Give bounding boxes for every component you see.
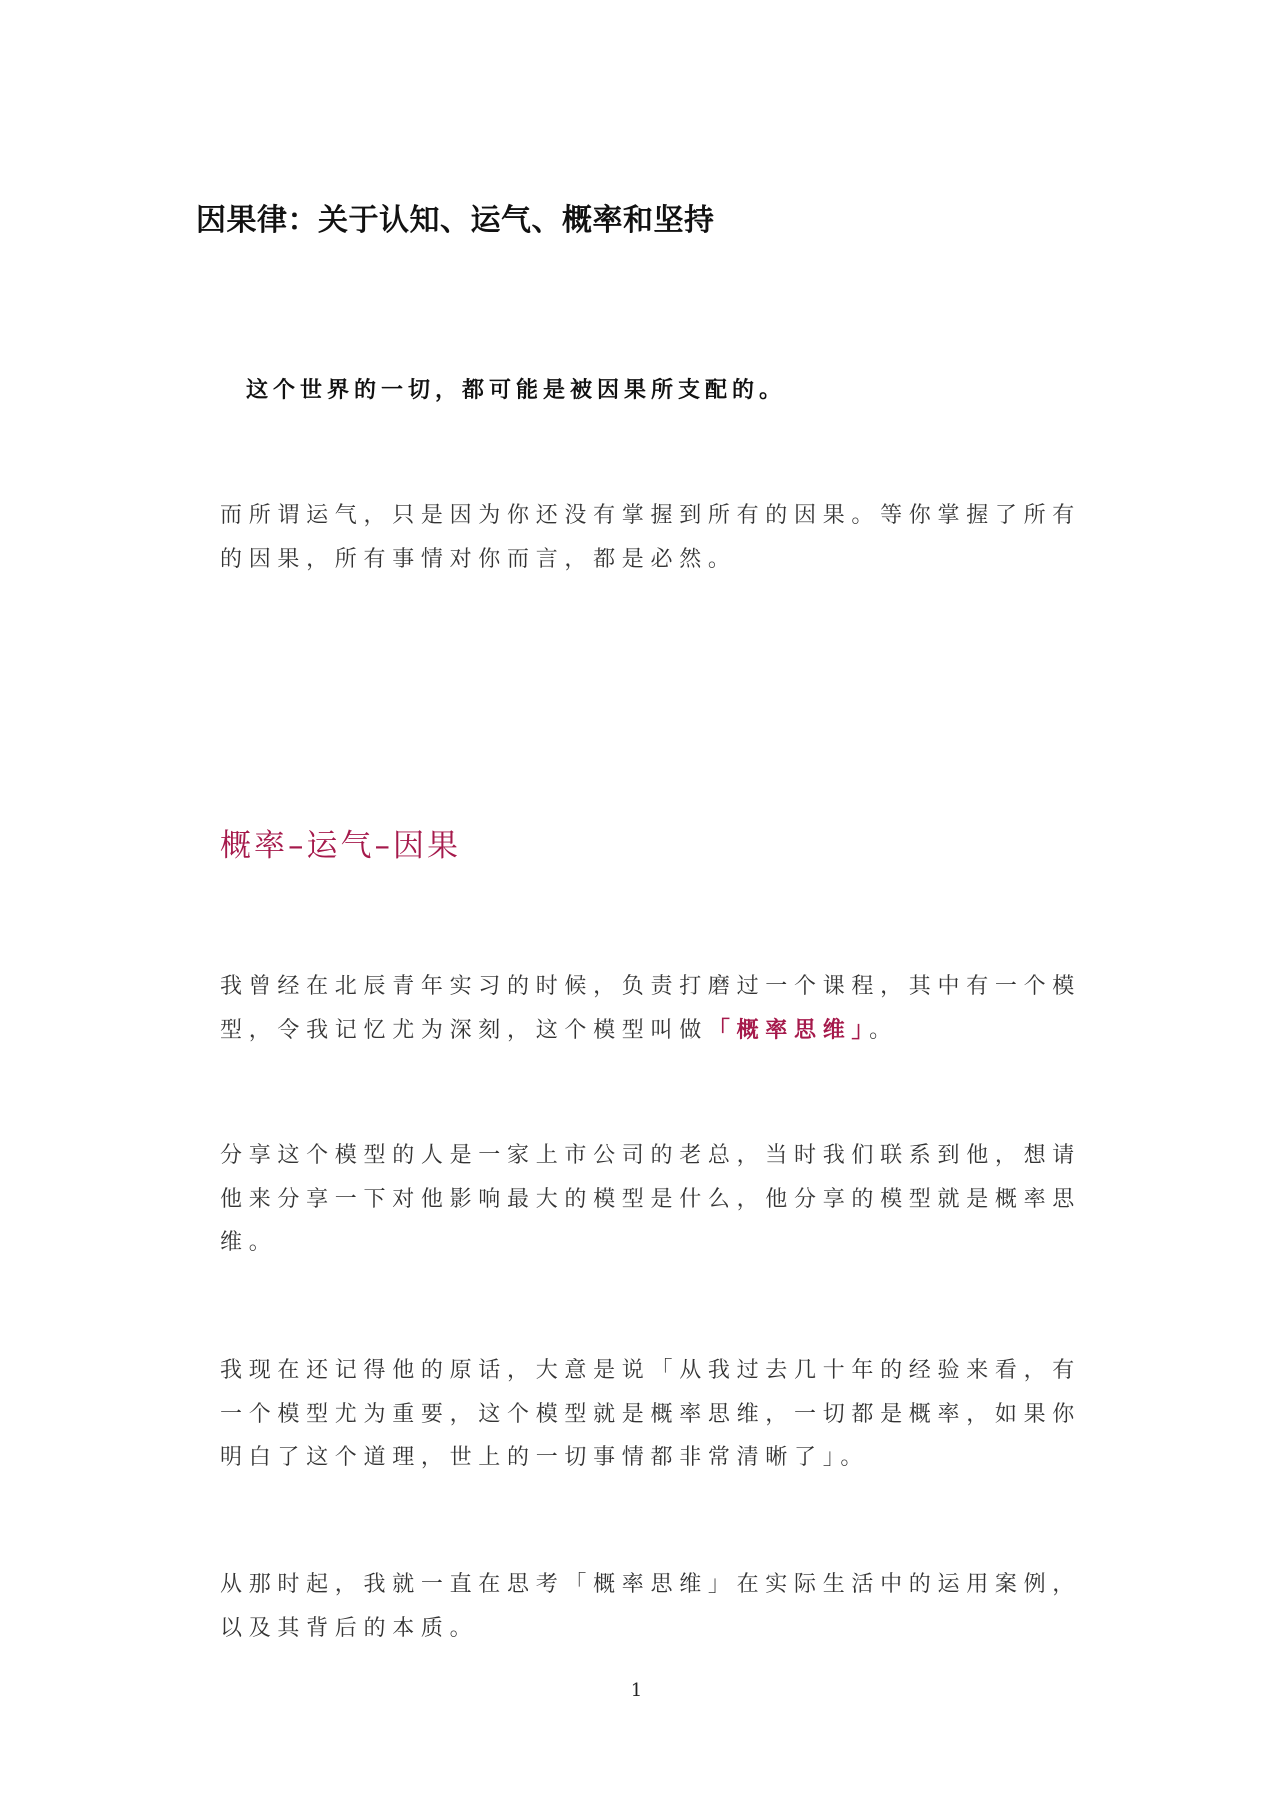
paragraph-luck	[220, 494, 1082, 581]
paragraph-line: 维。	[220, 1230, 278, 1255]
paragraph-quote	[220, 1349, 1082, 1480]
paragraph-line	[220, 1009, 1060, 1053]
lead-sentence: 这个世界的一切，都可能是被因果所支配的。	[246, 378, 787, 403]
paragraph-line: 他来分享一下对他影响最大的模型是什么，他分享的模型就是概率思	[220, 1186, 1082, 1212]
highlighted-term: 「概率思维」	[707, 1017, 870, 1043]
paragraph-line: 分享这个模型的人是一家上市公司的老总，当时我们联系到他，想请	[220, 1143, 1082, 1168]
paragraph-text: 型，令我记忆尤为深刻，这个模型叫做	[220, 1017, 708, 1043]
document-title: 因果律：关于认知、运气、概率和坚持	[196, 203, 715, 238]
paragraph-line: 的因果，所有事情对你而言，都是必然。	[220, 546, 737, 572]
paragraph-reflection	[220, 1563, 1082, 1650]
paragraph-line: 明白了这个道理，世上的一切事情都非常清晰了」。	[220, 1445, 870, 1470]
paragraph-line: 而所谓运气，只是因为你还没有掌握到所有的因果。等你掌握了所有	[220, 503, 1082, 528]
paragraph-line: 以及其背后的本质。	[220, 1615, 479, 1641]
page-number: 1	[630, 1680, 643, 1701]
paragraph-line: 我现在还记得他的原话，大意是说「从我过去几十年的经验来看，有	[220, 1358, 1082, 1383]
paragraph-line: 从那时起，我就一直在思考「概率思维」在实际生活中的运用案例，	[220, 1572, 1082, 1597]
paragraph-line: 一个模型尤为重要，这个模型就是概率思维，一切都是概率，如果你	[220, 1401, 1082, 1427]
section-heading: 概率–运气–因果	[220, 828, 461, 864]
paragraph-internship	[220, 965, 1082, 1052]
paragraph-text: 。	[869, 1017, 898, 1043]
paragraph-line: 我曾经在北辰青年实习的时候，负责打磨过一个课程，其中有一个模	[220, 974, 1082, 999]
paragraph-speaker	[220, 1134, 1082, 1265]
